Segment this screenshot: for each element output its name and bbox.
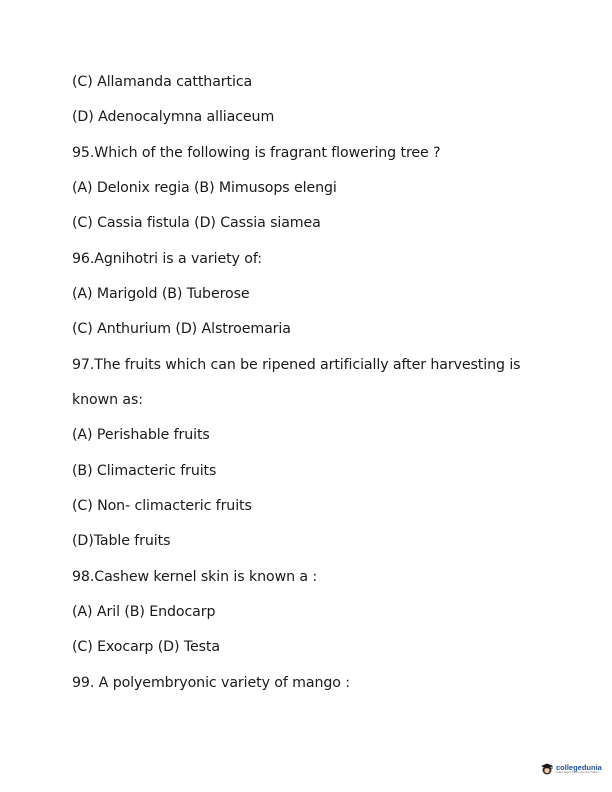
graduate-cap-icon xyxy=(540,762,554,776)
question-99-text: 99. A polyembryonic variety of mango : xyxy=(72,675,350,691)
question-96-text: 96.Agnihotri is a variety of: xyxy=(72,251,262,267)
question-97-text: 97.The fruits which can be ripened artificially after harvesting is xyxy=(72,357,521,373)
question-94-option-d: (D) Adenocalymna alliaceum xyxy=(72,109,275,125)
question-98-options-ab: (A) Aril (B) Endocarp xyxy=(72,604,216,620)
question-97-option-b: (B) Climacteric fruits xyxy=(72,463,217,479)
question-97-text-continued: known as: xyxy=(72,392,143,408)
question-97-option-d: (D)Table fruits xyxy=(72,533,171,549)
question-97-option-a: (A) Perishable fruits xyxy=(72,427,210,443)
collegedunia-logo xyxy=(540,757,606,781)
logo-wordmark: collegedunia xyxy=(556,762,602,772)
question-96-options-cd: (C) Anthurium (D) Alstroemaria xyxy=(72,321,291,337)
question-97-option-c: (C) Non- climacteric fruits xyxy=(72,498,252,514)
question-95-options-cd: (C) Cassia fistula (D) Cassia siamea xyxy=(72,215,321,231)
question-98-text: 98.Cashew kernel skin is known a : xyxy=(72,569,318,585)
question-95-text: 95.Which of the following is fragrant flowering tree ? xyxy=(72,145,441,161)
logo-tagline: India's largest Student Review Platform xyxy=(556,771,600,774)
question-98-options-cd: (C) Exocarp (D) Testa xyxy=(72,639,220,655)
question-95-options-ab: (A) Delonix regia (B) Mimusops elengi xyxy=(72,180,337,196)
question-96-options-ab: (A) Marigold (B) Tuberose xyxy=(72,286,250,302)
question-94-option-c: (C) Allamanda catthartica xyxy=(72,74,253,90)
